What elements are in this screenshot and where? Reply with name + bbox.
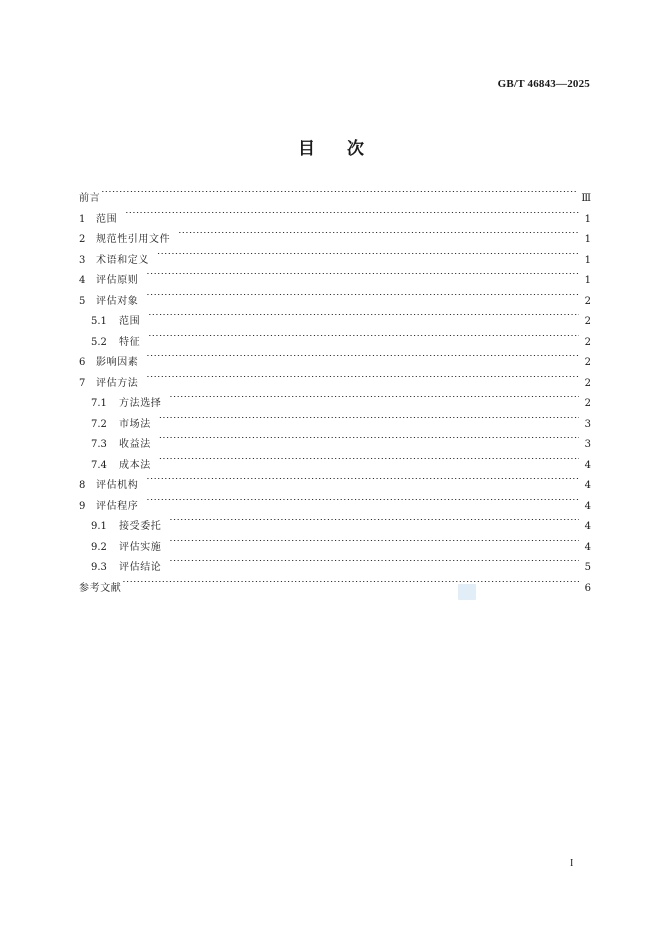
toc-entry-number: 4 [79, 275, 86, 286]
toc-entry-number: 8 [79, 480, 86, 491]
toc-dot-leader [122, 581, 579, 591]
toc-entry[interactable] [79, 538, 591, 559]
toc-entry-number: 7.3 [91, 439, 107, 450]
toc-dot-leader [169, 519, 579, 529]
page-title-part2: 次 [347, 139, 364, 159]
toc-entry-label: 成本法 [119, 459, 151, 471]
table-of-contents [79, 189, 591, 599]
toc-entry-number: 7.1 [91, 398, 107, 409]
toc-entry-label: 评估对象 [96, 295, 139, 307]
toc-entry[interactable] [79, 435, 591, 456]
toc-entry-label: 参考文献 [79, 582, 122, 594]
toc-entry-page: 4 [584, 500, 591, 512]
toc-entry[interactable] [79, 394, 591, 415]
toc-entry-page: 4 [584, 480, 591, 491]
toc-entry-page: 3 [584, 418, 591, 430]
toc-entry-label: 评估机构 [96, 480, 139, 491]
toc-entry-label: 评估方法 [96, 377, 139, 389]
toc-dot-leader [169, 396, 579, 406]
toc-entry-label: 评估程序 [96, 500, 139, 512]
toc-entry-number: 7.2 [91, 418, 107, 430]
toc-entry[interactable] [79, 251, 591, 272]
toc-dot-leader [178, 232, 579, 242]
toc-entry-page: 2 [584, 316, 591, 327]
toc-entry-page: 4 [584, 541, 591, 553]
toc-dot-leader [101, 191, 577, 201]
toc-entry-label: 收益法 [119, 439, 151, 450]
toc-entry-page: 2 [584, 295, 591, 307]
toc-entry-number: 5.2 [91, 336, 107, 348]
toc-entry-page: 2 [584, 377, 591, 389]
toc-dot-leader [159, 458, 579, 468]
toc-entry-number: 7 [79, 377, 86, 389]
page-title [0, 134, 662, 159]
toc-entry-page: 3 [584, 439, 591, 450]
toc-dot-leader [146, 294, 579, 304]
toc-dot-leader [157, 253, 579, 263]
toc-entry-label: 范围 [119, 316, 141, 327]
toc-dot-leader [169, 540, 579, 550]
toc-entry[interactable] [79, 497, 591, 518]
toc-entry-label: 术语和定义 [96, 254, 149, 266]
toc-entry-page: 2 [584, 357, 591, 368]
toc-entry[interactable] [79, 271, 591, 292]
toc-entry-number: 9.3 [91, 562, 107, 573]
toc-entry-number: 9 [79, 500, 86, 512]
toc-entry[interactable] [79, 476, 591, 497]
toc-entry[interactable] [79, 579, 591, 600]
toc-dot-leader [159, 437, 579, 447]
toc-entry-page: 6 [584, 582, 591, 594]
page-number: I [570, 858, 574, 869]
toc-entry-page: 2 [584, 398, 591, 409]
toc-entry-label: 市场法 [119, 418, 151, 430]
toc-entry-number: 3 [79, 254, 86, 266]
toc-dot-leader [125, 212, 579, 222]
toc-entry-label: 接受委托 [119, 521, 162, 532]
toc-entry[interactable] [79, 230, 591, 251]
toc-entry[interactable] [79, 456, 591, 477]
toc-entry-number: 5.1 [91, 316, 107, 327]
toc-entry-page: 1 [584, 254, 591, 266]
page-title-part1: 目 [298, 139, 315, 159]
toc-entry-label: 影响因素 [96, 357, 139, 368]
toc-entry-page: 2 [584, 336, 591, 348]
toc-entry-label: 方法选择 [119, 398, 162, 409]
toc-entry[interactable] [79, 517, 591, 538]
toc-entry-page: 1 [584, 275, 591, 286]
toc-entry-number: 9.1 [91, 521, 107, 532]
toc-dot-leader [146, 478, 579, 488]
toc-entry-label: 范围 [96, 213, 118, 225]
toc-entry[interactable] [79, 333, 591, 354]
toc-entry-label: 前言 [79, 193, 101, 204]
toc-entry-page: 4 [584, 521, 591, 532]
toc-entry-page: 4 [584, 459, 591, 471]
toc-dot-leader [146, 355, 579, 365]
toc-entry[interactable] [79, 312, 591, 333]
toc-entry-page: Ⅲ [581, 193, 591, 204]
toc-dot-leader [146, 499, 579, 509]
toc-entry-number: 1 [79, 213, 86, 225]
toc-entry-label: 评估结论 [119, 562, 162, 573]
toc-entry-page: 5 [584, 562, 591, 573]
toc-entry-number: 6 [79, 357, 86, 368]
toc-entry-page: 1 [584, 234, 591, 245]
toc-entry[interactable] [79, 353, 591, 374]
toc-entry-number: 7.4 [91, 459, 107, 471]
toc-dot-leader [146, 273, 579, 283]
toc-dot-leader [169, 560, 579, 570]
toc-entry-label: 特征 [119, 336, 141, 348]
toc-entry-number: 9.2 [91, 541, 107, 553]
toc-dot-leader [148, 335, 579, 345]
toc-entry[interactable] [79, 189, 591, 210]
toc-entry[interactable] [79, 292, 591, 313]
toc-entry-label: 规范性引用文件 [96, 234, 171, 245]
toc-entry-page: 1 [584, 213, 591, 225]
toc-entry-number: 2 [79, 234, 86, 245]
toc-entry-label: 评估原则 [96, 275, 139, 286]
toc-entry-number: 5 [79, 295, 86, 307]
toc-entry[interactable] [79, 415, 591, 436]
toc-entry[interactable] [79, 374, 591, 395]
standard-code: GB/T 46843—2025 [497, 78, 590, 90]
toc-entry[interactable] [79, 558, 591, 579]
toc-dot-leader [146, 376, 579, 386]
toc-dot-leader [159, 417, 579, 427]
toc-dot-leader [148, 314, 579, 324]
toc-entry-label: 评估实施 [119, 541, 162, 553]
watermark-stamp [458, 584, 476, 600]
toc-entry[interactable] [79, 210, 591, 231]
